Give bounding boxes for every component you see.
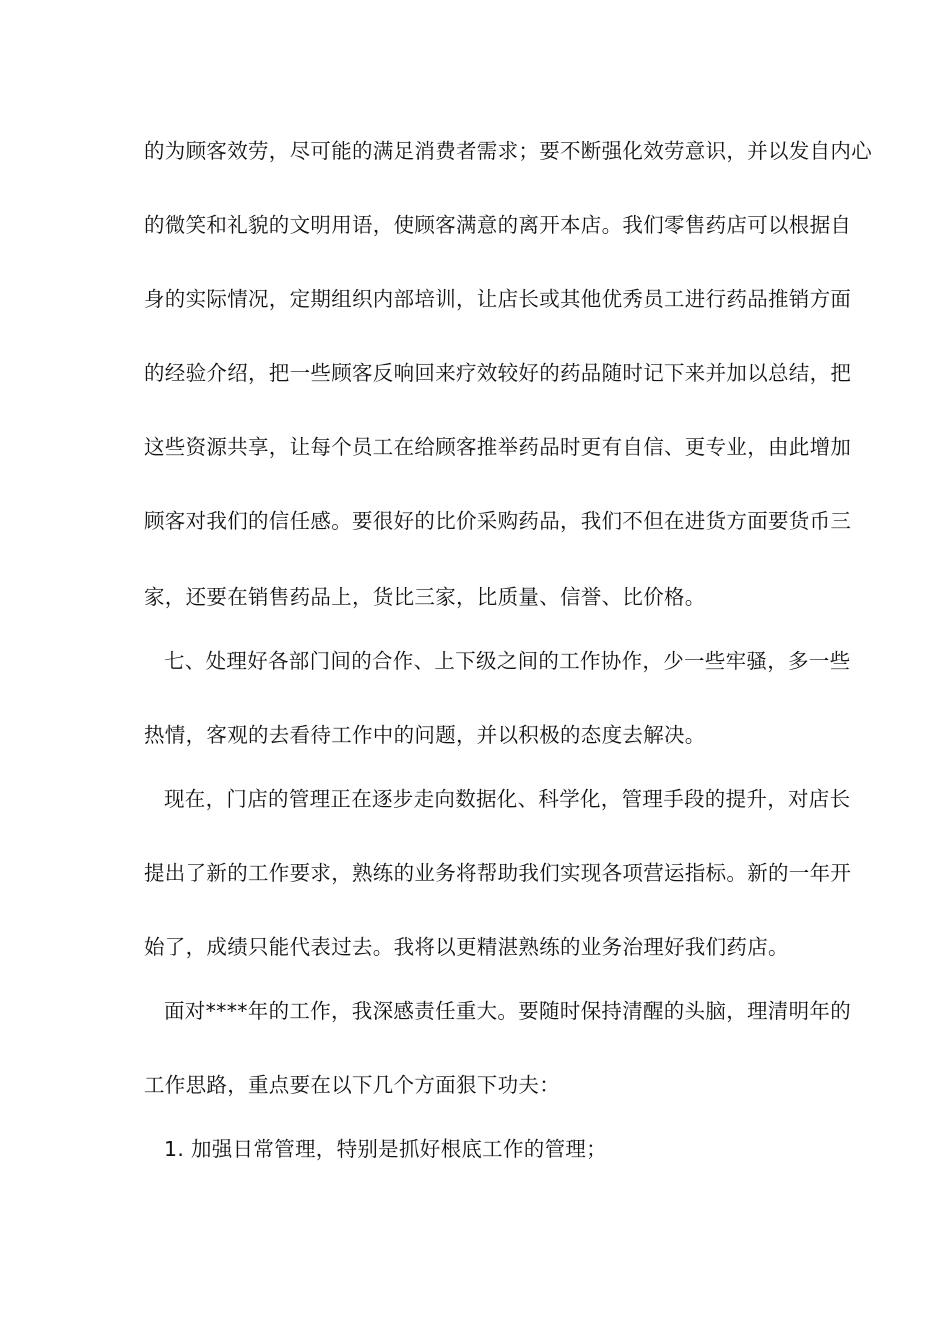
- text-line: 这些资源共享，让每个员工在给顾客推举药品时更有自信、更专业，由此增加: [144, 435, 852, 459]
- text-line: 顾客对我们的信任感。要很好的比价采购药品，我们不但在进货方面要货币三: [144, 509, 852, 533]
- text-line: 的为顾客效劳，尽可能的满足消费者需求；要不断强化效劳意识，并以发自内心: [144, 139, 872, 163]
- text-line: 的经验介绍，把一些顾客反响回来疗效较好的药品随时记下来并加以总结，把: [144, 361, 852, 385]
- paragraph-start: 现在，门店的管理正在逐步走向数据化、科学化，管理手段的提升，对店长: [164, 787, 851, 811]
- text-line: 家，还要在销售药品上，货比三家，比质量、信誉、比价格。: [144, 585, 706, 609]
- list-item: 1. 加强日常管理，特别是抓好根底工作的管理；: [164, 1137, 607, 1161]
- text-line: 工作思路，重点要在以下几个方面狠下功夫：: [144, 1073, 560, 1097]
- text-line: 热情，客观的去看待工作中的问题，并以积极的态度去解决。: [144, 723, 706, 747]
- text-line: 始了，成绩只能代表过去。我将以更精湛熟练的业务治理好我们药店。: [144, 935, 789, 959]
- text-line: 提出了新的工作要求，熟练的业务将帮助我们实现各项营运指标。新的一年开: [144, 861, 852, 885]
- text-line: 的微笑和礼貌的文明用语，使顾客满意的离开本店。我们零售药店可以根据自: [144, 213, 852, 237]
- text-line: 身的实际情况，定期组织内部培训，让店长或其他优秀员工进行药品推销方面: [144, 287, 852, 311]
- paragraph-start: 面对****年的工作，我深感责任重大。要随时保持清醒的头脑，理清明年的: [164, 999, 851, 1023]
- section-heading: 七、处理好各部门间的合作、上下级之间的工作协作，少一些牢骚，多一些: [164, 649, 851, 673]
